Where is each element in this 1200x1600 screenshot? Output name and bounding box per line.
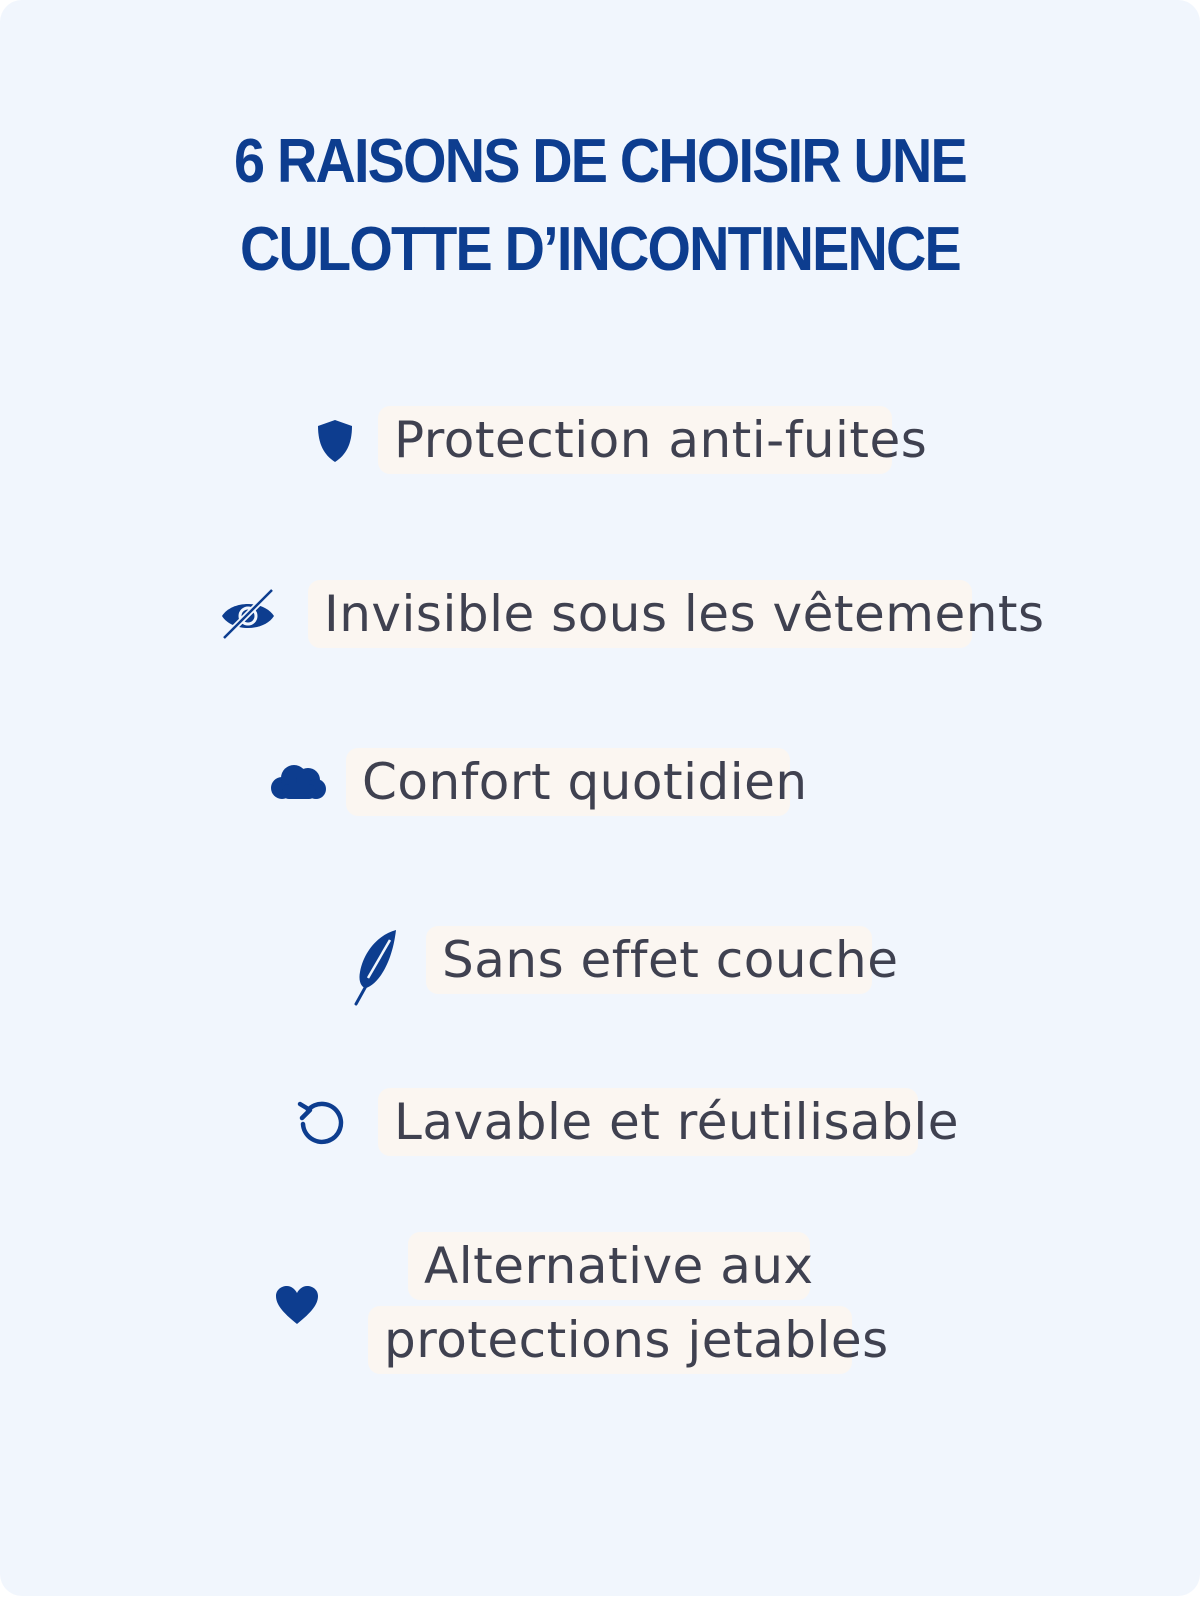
cloud-icon	[268, 762, 328, 806]
title-line-1: 6 RAISONS DE CHOISIR UNE	[234, 127, 966, 196]
reason-label-confort: Confort quotidien	[346, 748, 790, 816]
reason-label-alternative-line-2: protections jetables	[368, 1306, 852, 1374]
reason-label-lavable: Lavable et réutilisable	[378, 1088, 918, 1156]
feather-icon	[350, 926, 400, 1006]
heart-icon	[274, 1284, 320, 1326]
reason-label-invisible: Invisible sous les vêtements	[308, 580, 972, 648]
reason-label-alternative-line-1: Alternative aux	[408, 1232, 810, 1300]
title-line-2: CULOTTE D’INCONTINENCE	[240, 215, 960, 284]
eye-slash-icon	[218, 586, 278, 642]
reason-label-protection: Protection anti-fuites	[378, 406, 892, 474]
reason-label-sans-effet: Sans effet couche	[426, 926, 872, 994]
shield-icon	[316, 418, 354, 464]
refresh-icon	[296, 1098, 348, 1150]
page-title	[150, 118, 1050, 294]
